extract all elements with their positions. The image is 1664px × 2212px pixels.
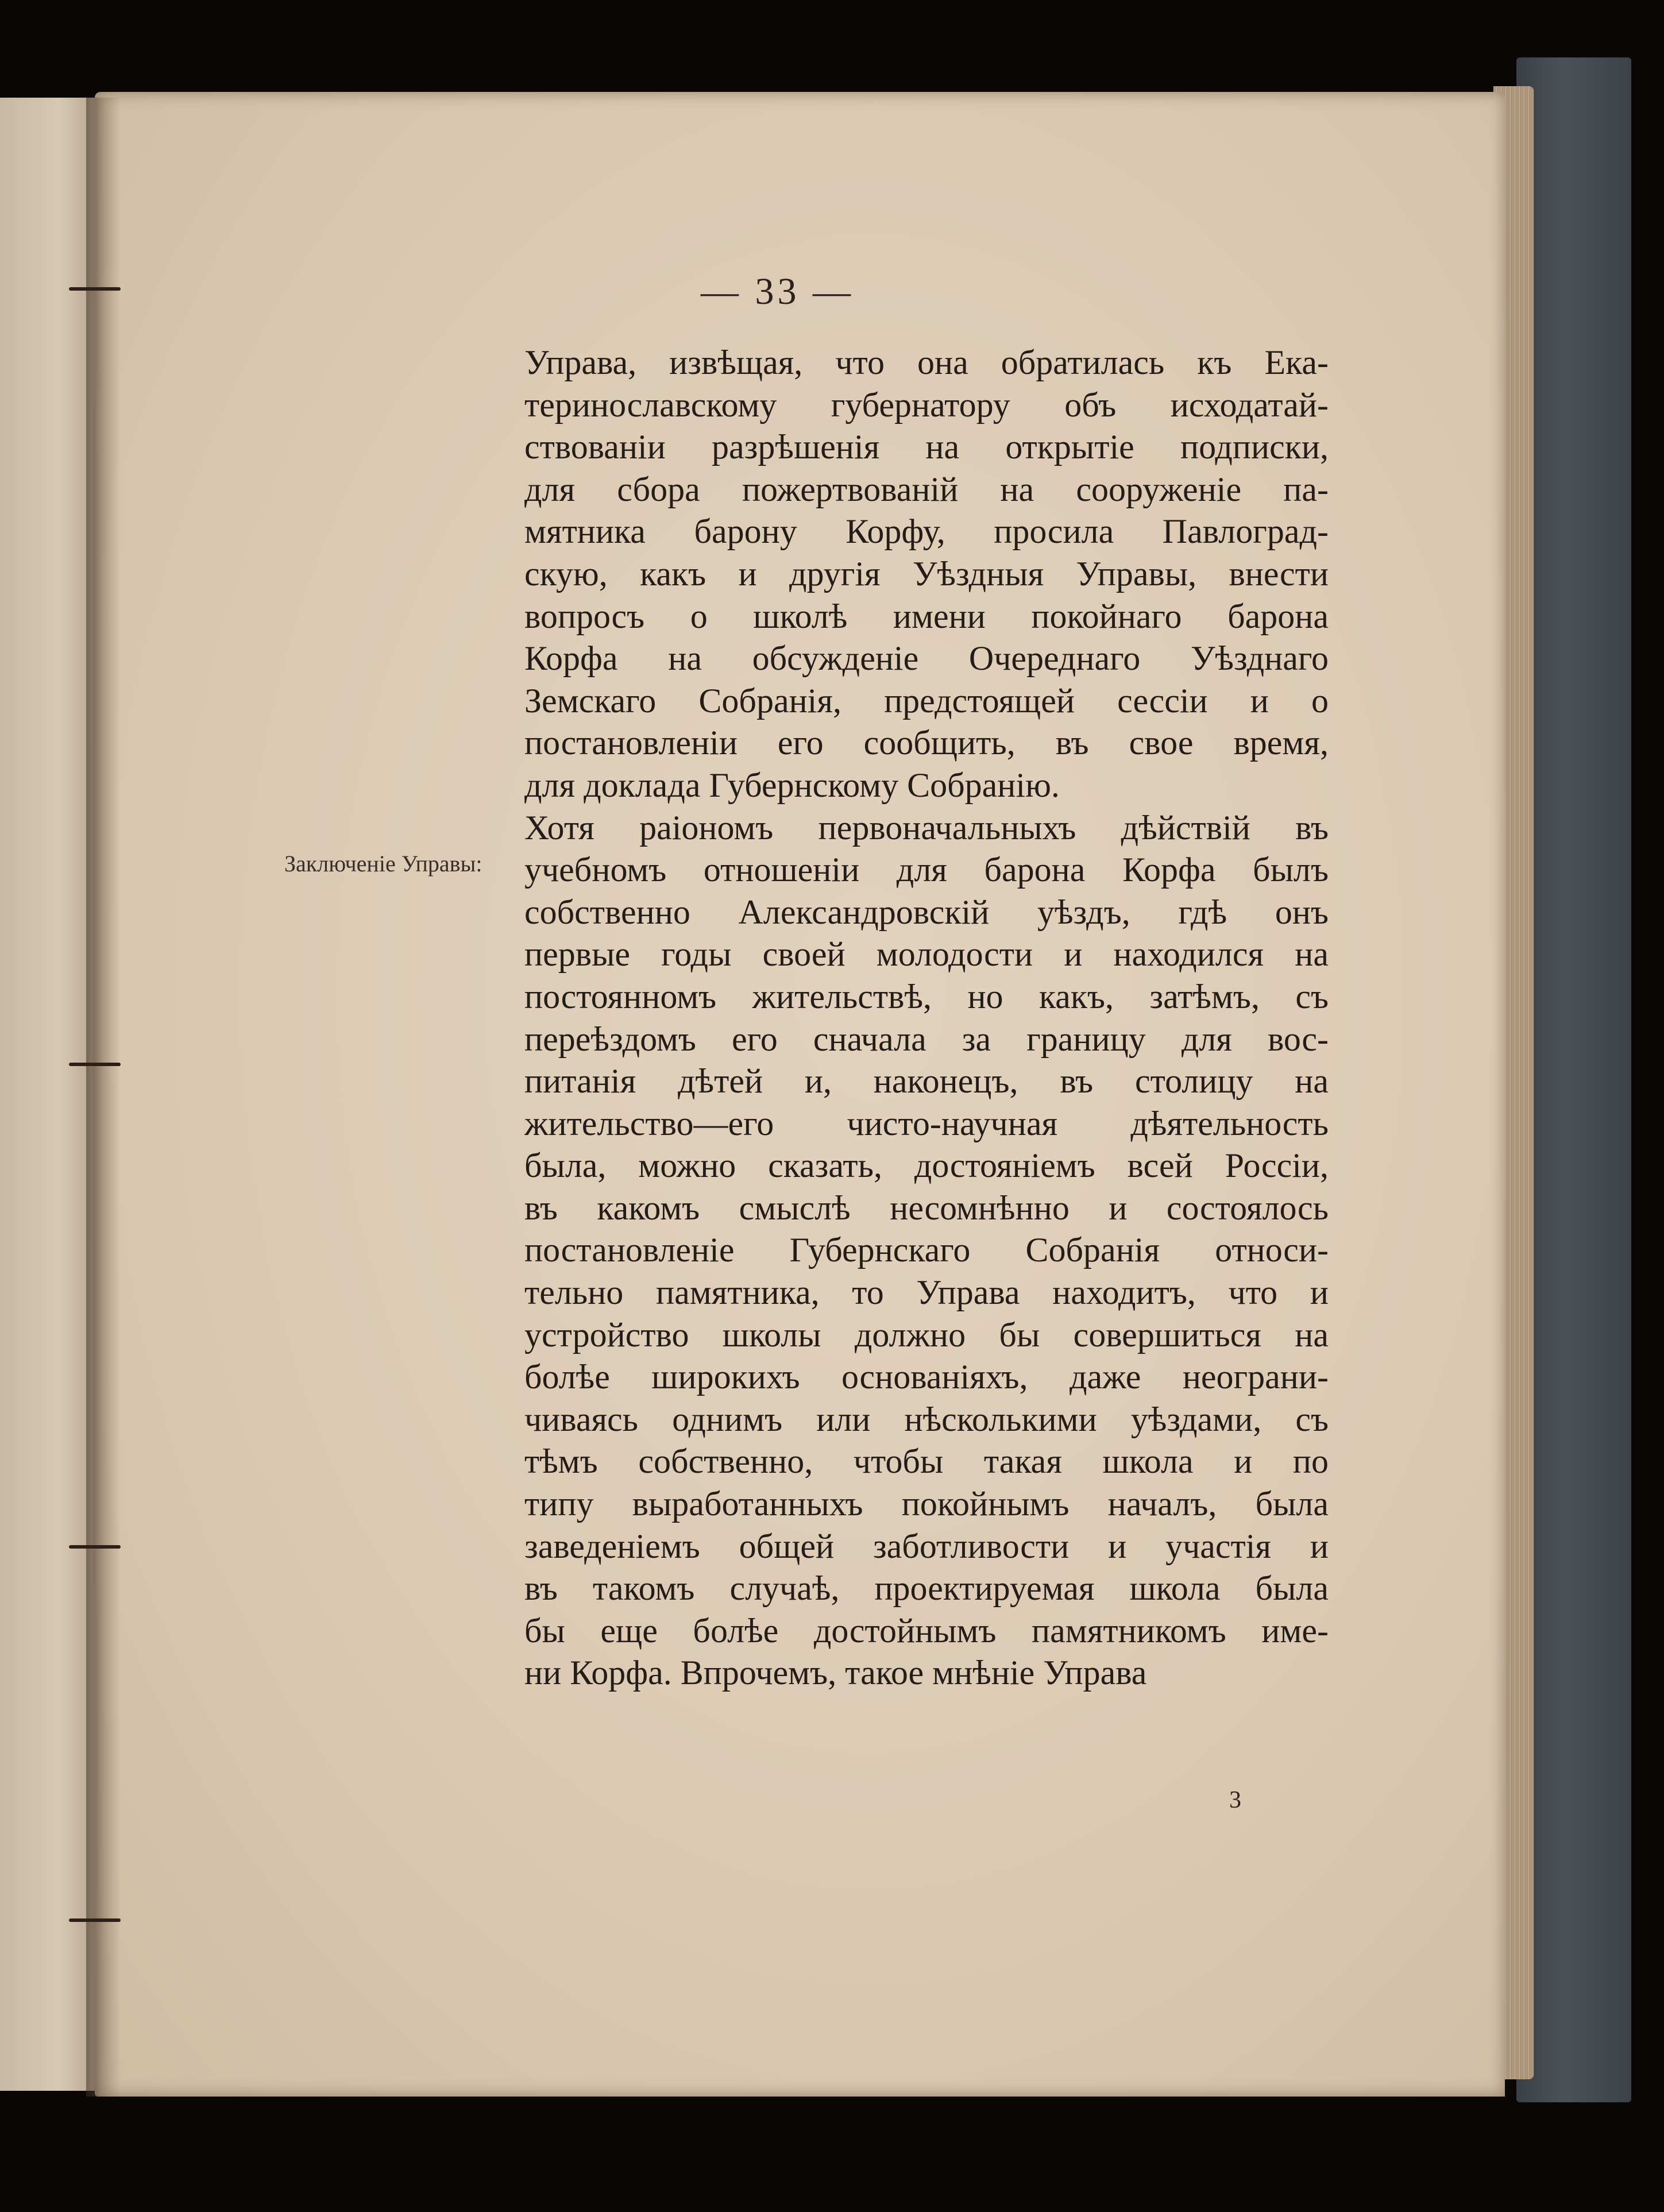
text-line: собственно Александровскій уѣздъ, гдѣ онъ	[524, 893, 1329, 931]
text-line: постоянномъ жительствѣ, но какъ, затѣмъ, съ	[524, 977, 1329, 1016]
text-line: постановленіи его сообщить, въ свое время,	[524, 724, 1329, 762]
text-line: заведеніемъ общей заботливости и участія и	[524, 1527, 1329, 1565]
text-line: типу выработанныхъ покойнымъ началъ, была	[524, 1485, 1329, 1523]
text-line: для доклада Губернскому Собранію.	[524, 766, 1060, 804]
text-line: мятника барону Корфу, просила Павлоград-	[524, 512, 1329, 551]
binding-thread	[69, 1063, 121, 1066]
text-line: учебномъ отношеніи для барона Корфа былъ	[524, 851, 1329, 889]
book-cover-board	[1516, 57, 1631, 2102]
text-line: Управа, извѣщая, что она обратилась къ Ека-	[524, 343, 1329, 381]
text-line: ствованіи разрѣшенія на открытіе подписки,	[524, 428, 1329, 466]
text-line: чиваясь однимъ или нѣсколькими уѣздами, съ	[524, 1400, 1329, 1438]
text-line: бы еще болѣе достойнымъ памятникомъ име-	[524, 1611, 1329, 1650]
text-line: въ какомъ смыслѣ несомнѣнно и состоялось	[524, 1188, 1329, 1227]
text-line: теринославскому губернатору объ исходатай-	[524, 385, 1329, 424]
text-line: Земскаго Собранія, предстоящей сессіи и о	[524, 681, 1329, 720]
text-line: жительство—его чисто-научная дѣятельность	[524, 1104, 1329, 1142]
page-number: — 33 —	[701, 271, 854, 312]
text-line: скую, какъ и другія Уѣздныя Управы, внести	[524, 554, 1329, 593]
text-line: болѣе широкихъ основаніяхъ, даже неограни-	[524, 1358, 1329, 1396]
binding-thread	[69, 287, 121, 291]
text-line: тѣмъ собственно, чтобы такая школа и по	[524, 1442, 1329, 1481]
book-gutter	[86, 98, 121, 2097]
text-line: въ такомъ случаѣ, проектируемая школа была	[524, 1569, 1329, 1608]
text-line: питанія дѣтей и, наконецъ, въ столицу на	[524, 1062, 1329, 1101]
binding-thread	[69, 1918, 121, 1922]
margin-note: Заключеніе Управы:	[284, 851, 482, 877]
text-line: была, можно сказать, достояніемъ всей Россіи,	[524, 1146, 1329, 1185]
text-line: первые годы своей молодости и находился на	[524, 935, 1329, 974]
signature-mark: 3	[1229, 1787, 1241, 1813]
text-line: устройство школы должно бы совершиться на	[524, 1315, 1329, 1354]
text-line: Корфа на обсужденіе Очереднаго Уѣзднаго	[524, 639, 1329, 678]
text-line: постановленіе Губернскаго Собранія относи-	[524, 1231, 1329, 1269]
facing-page	[0, 98, 101, 2091]
text-line: ни Корфа. Впрочемъ, такое мнѣніе Управа	[524, 1654, 1147, 1692]
text-line: переѣздомъ его сначала за границу для вос-	[524, 1020, 1329, 1058]
body-text	[524, 342, 1329, 1694]
text-line: вопросъ о школѣ имени покойнаго барона	[524, 597, 1329, 635]
text-line: для сбора пожертвованій на сооруженіе па-	[524, 470, 1329, 508]
text-line: Хотя раіономъ первоначальныхъ дѣйствій въ	[524, 808, 1329, 847]
binding-thread	[69, 1545, 121, 1549]
text-line: тельно памятника, то Управа находитъ, что и	[524, 1273, 1329, 1312]
